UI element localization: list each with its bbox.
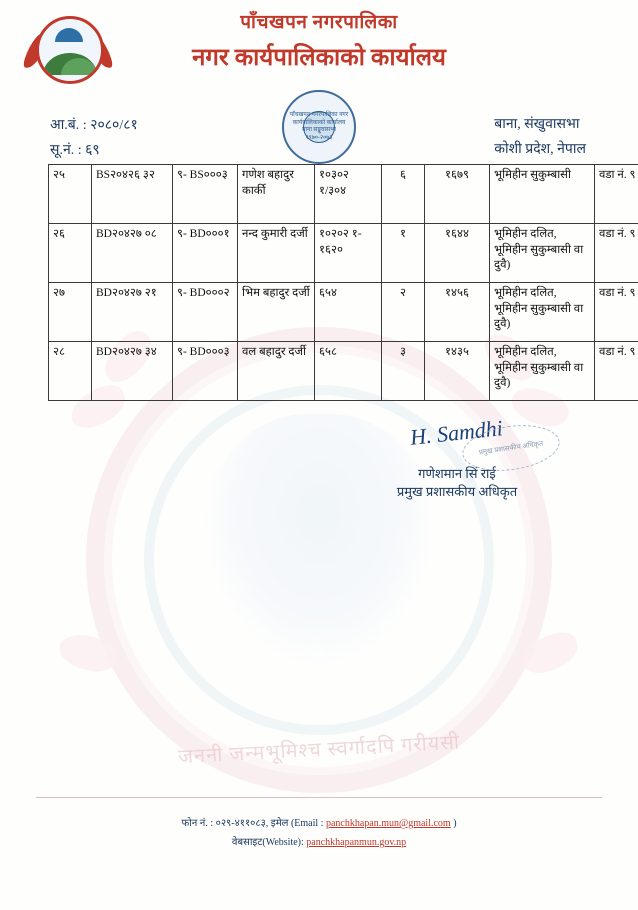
cell-ward_code: ९- BD०००३ (173, 342, 238, 401)
cell-sn: २६ (49, 224, 92, 283)
address-block (494, 112, 586, 162)
cell-category: भूमिहीन दलित, भूमिहीन सुकुम्बासी वा दुवै) (490, 224, 595, 283)
cell-sn: २७ (49, 283, 92, 342)
cell-plot: ६५८ (315, 342, 382, 401)
table-row (49, 165, 638, 224)
cell-code: BD२०४२७ २१ (92, 283, 173, 342)
cell-ward_no: वडा नं. ९ (595, 224, 638, 283)
cell-sn: २८ (49, 342, 92, 401)
cell-name: वल बहादुर दर्जी (238, 342, 315, 401)
cell-name: नन्द कुमारी दर्जी (238, 224, 315, 283)
watermark-petal (55, 627, 121, 679)
footer-contact-line: फोन नं. : ०२९-४११०८३, इमेल (Email : panchkhapan.mun@gmail.com ) (181, 818, 457, 829)
cell-name: भिम बहादुर दर्जी (238, 283, 315, 342)
cell-plot: १०३०२ १/३०४ (315, 165, 382, 224)
cell-area: ६ (382, 165, 425, 224)
office-title: नगर कार्यपालिकाको कार्यालय (192, 45, 446, 71)
cell-ward_code: ९- BD०००१ (173, 224, 238, 283)
footer-divider (36, 797, 602, 798)
watermark-petal (517, 627, 583, 679)
municipality-title: पाँचखपन नगरपालिका (240, 12, 398, 33)
signatory-post: प्रमुख प्रशासकीय अधिकृत (396, 484, 518, 499)
table-row (49, 224, 638, 283)
table-row (49, 342, 638, 401)
cell-amount: १६४४ (425, 224, 490, 283)
cell-ward_no: वडा नं. ९ (595, 283, 638, 342)
table-row (49, 283, 638, 342)
cell-amount: १६७९ (425, 165, 490, 224)
ref-value: २०८०/८१ (90, 118, 138, 133)
signature-handwriting: H. Samdhi (408, 415, 504, 450)
document-footer (0, 814, 638, 852)
registry-table-body (49, 165, 638, 401)
sn-value: ६९ (85, 142, 100, 158)
cell-area: २ (382, 283, 425, 342)
sn-label: सू.नं. : (50, 142, 82, 158)
cell-area: ३ (382, 342, 425, 401)
cell-code: BD२०४२७ ३४ (92, 342, 173, 401)
registry-table-container (48, 164, 636, 401)
address-line-1: बाना, संखुवासभा (494, 117, 580, 132)
footer-website-line (0, 833, 638, 852)
cell-sn: २५ (49, 165, 92, 224)
cell-category: भूमिहीन दलित, भूमिहीन सुकुम्बासी वा दुवै) (490, 283, 595, 342)
website-label: वेबसाइट(Website): (231, 837, 304, 848)
cell-amount: १४५६ (425, 283, 490, 342)
address-line-2: कोशी प्रदेश, नेपाल (494, 142, 586, 158)
ref-label: आ.बं. : (50, 118, 87, 133)
office-stamp: प्रमुख प्रशासकीय अधिकृत (459, 419, 562, 476)
document-header (0, 0, 638, 160)
cell-ward_no: वडा नं. ९ (595, 165, 638, 224)
cell-code: BS२०४२६ ३२ (92, 165, 173, 224)
official-seal-icon (282, 90, 356, 164)
cell-ward_code: ९- BD०००२ (173, 283, 238, 342)
watermark-motto: जननी जन्मभूमिश्च स्वर्गादपि गरीयसी (177, 731, 461, 769)
cell-code: BD२०४२७ ०८ (92, 224, 173, 283)
reference-block (50, 114, 138, 163)
cell-plot: ६५४ (315, 283, 382, 342)
registry-table (48, 164, 638, 401)
cell-area: १ (382, 224, 425, 283)
cell-name: गणेश बहादुर कार्की (238, 165, 315, 224)
signature-block (362, 415, 552, 500)
seal-text: पाँचखपन नगरपालिका नगर कार्यपालिकाको कार्यालय बाना सङ्खुवासभा १९७०-२०७३ (289, 112, 349, 141)
cell-amount: १४३५ (425, 342, 490, 401)
phone-value: ०२९-४११०८३, (215, 818, 269, 829)
email-label: इमेल (Email : (270, 818, 324, 829)
website-link[interactable]: panchkhapanmun.gov.np (306, 837, 407, 848)
cell-category: भूमिहीन दलित, भूमिहीन सुकुम्बासी वा दुवै) (490, 342, 595, 401)
cell-plot: १०२०२ १- १६२० (315, 224, 382, 283)
phone-label: फोन नं. : (181, 818, 214, 829)
cell-ward_code: ९- BS०००३ (173, 165, 238, 224)
cell-category: भूमिहीन सुकुम्बासी (490, 165, 595, 224)
email-link[interactable]: panchkhapan.mun@gmail.com (325, 818, 451, 829)
cell-ward_no: वडा नं. ९ (595, 342, 638, 401)
signatory-name: गणेशमान सिं राई (418, 466, 496, 481)
